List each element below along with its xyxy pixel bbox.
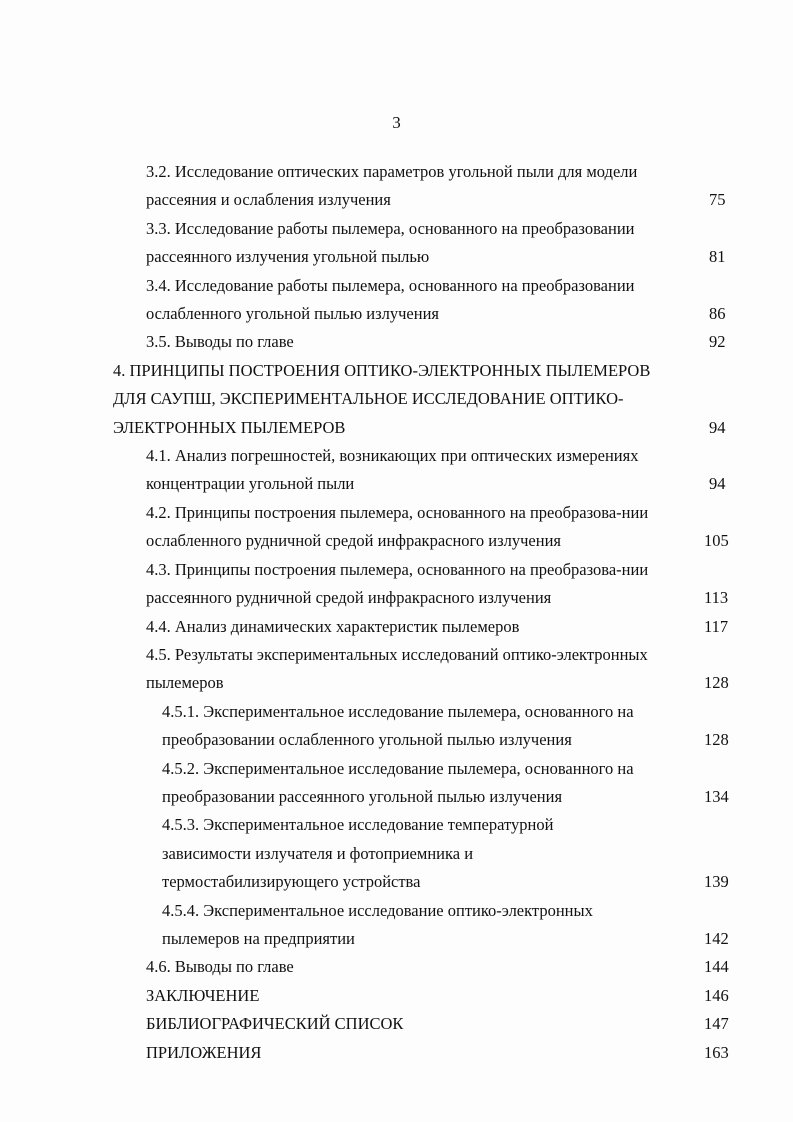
toc-entry-page: 144 (704, 957, 729, 977)
toc-entry-page: 128 (704, 730, 729, 750)
toc-entry-page: 146 (704, 985, 729, 1005)
toc-entry-4-2 (0, 499, 793, 556)
table-of-contents (0, 158, 793, 1067)
toc-entry-page: 142 (704, 928, 729, 948)
toc-entry-title: 3.4. Исследование работы пылемера, основанного на преобразовании ослабленного угольной пылью излучения (146, 275, 635, 324)
toc-entry-chapter-4 (0, 357, 793, 442)
toc-entry-4-3 (0, 556, 793, 613)
toc-entry-title: 4.5. Результаты экспериментальных исследований оптико-электронных пылемеров (146, 644, 648, 693)
toc-entry-title: 3.3. Исследование работы пылемера, основанного на преобразовании рассеянного излучения угольной пылью (146, 218, 635, 267)
toc-entry-title: БИБЛИОГРАФИЧЕСКИЙ СПИСОК (146, 1014, 404, 1034)
toc-entry-4-5-1 (0, 698, 793, 755)
toc-entry-title: 3.5. Выводы по главе (146, 332, 294, 352)
toc-entry-title: 4.5.3. Экспериментальное исследование температурной зависимости излучателя и фотоприемника и термостабилизирующего устройства (162, 815, 554, 892)
toc-entry-page: 113 (704, 588, 729, 608)
toc-entry-4-4 (0, 613, 793, 641)
toc-entry-title: 4.5.2. Экспериментальное исследование пылемера, основанного на преобразовании рассеянного угольной пылью излучения (162, 758, 634, 806)
toc-entry-page: 134 (704, 786, 729, 806)
toc-entry-page: 128 (704, 673, 729, 693)
toc-entry-page: 147 (704, 1014, 729, 1034)
toc-entry-title: ПРИЛОЖЕНИЯ (146, 1042, 262, 1062)
toc-entry-appendices (0, 1039, 793, 1067)
toc-entry-page: 92 (709, 332, 726, 352)
toc-entry-page: 94 (709, 474, 726, 494)
toc-entry-title: 4. ПРИНЦИПЫ ПОСТРОЕНИЯ ОПТИКО-ЭЛЕКТРОННЫХ ПЫЛЕМЕРОВ ДЛЯ САУПШ, ЭКСПЕРИМЕНТАЛЬНОЕ ИССЛЕДОВАНИЕ ОПТИКО-ЭЛЕКТРОННЫХ ПЫЛЕМЕРОВ (113, 360, 651, 437)
toc-entry-3-5 (0, 328, 793, 356)
toc-entry-conclusion (0, 982, 793, 1010)
toc-entry-4-6 (0, 953, 793, 981)
toc-entry-title: 4.1. Анализ погрешностей, возникающих при оптических измерениях концентрации угольной пыли (146, 446, 639, 494)
toc-entry-title: 4.5.4. Экспериментальное исследование оптико-электронных пылемеров на предприятии (162, 900, 593, 948)
toc-entry-page: 139 (704, 872, 729, 892)
toc-entry-4-5-2 (0, 755, 793, 812)
toc-entry-bibliography (0, 1010, 793, 1038)
toc-entry-title: 3.2. Исследование оптических параметров угольной пыли для модели рассеяния и ослабления излучения (146, 162, 638, 210)
toc-entry-4-1 (0, 442, 793, 499)
toc-entry-title: 4.6. Выводы по главе (146, 957, 294, 977)
toc-entry-page: 117 (704, 616, 729, 636)
toc-entry-title: 4.4. Анализ динамических характеристик пылемеров (146, 616, 520, 636)
toc-entry-3-2 (0, 158, 793, 215)
page-number: 3 (392, 113, 401, 132)
toc-entry-4-5-3 (0, 811, 793, 896)
toc-entry-page: 81 (709, 247, 726, 267)
toc-entry-4-5 (0, 641, 793, 698)
toc-entry-3-4 (0, 272, 793, 329)
toc-entry-page: 105 (704, 531, 729, 551)
toc-entry-page: 86 (709, 304, 726, 324)
toc-entry-3-3 (0, 215, 793, 272)
toc-entry-title: ЗАКЛЮЧЕНИЕ (146, 985, 260, 1005)
toc-entry-title: 4.2. Принципы построения пылемера, основанного на преобразова-нии ослабленного рудничной средой инфракрасного излучения (146, 502, 649, 551)
toc-entry-page: 75 (709, 190, 726, 210)
toc-entry-4-5-4 (0, 897, 793, 954)
toc-entry-title: 4.5.1. Экспериментальное исследование пылемера, основанного на преобразовании ослабленного угольной пылью излучения (162, 701, 634, 750)
toc-entry-page: 94 (709, 417, 726, 437)
toc-entry-page: 163 (704, 1042, 729, 1062)
toc-entry-title: 4.3. Принципы построения пылемера, основанного на преобразова-нии рассеянного рудничной средой инфракрасного излучения (146, 559, 649, 608)
